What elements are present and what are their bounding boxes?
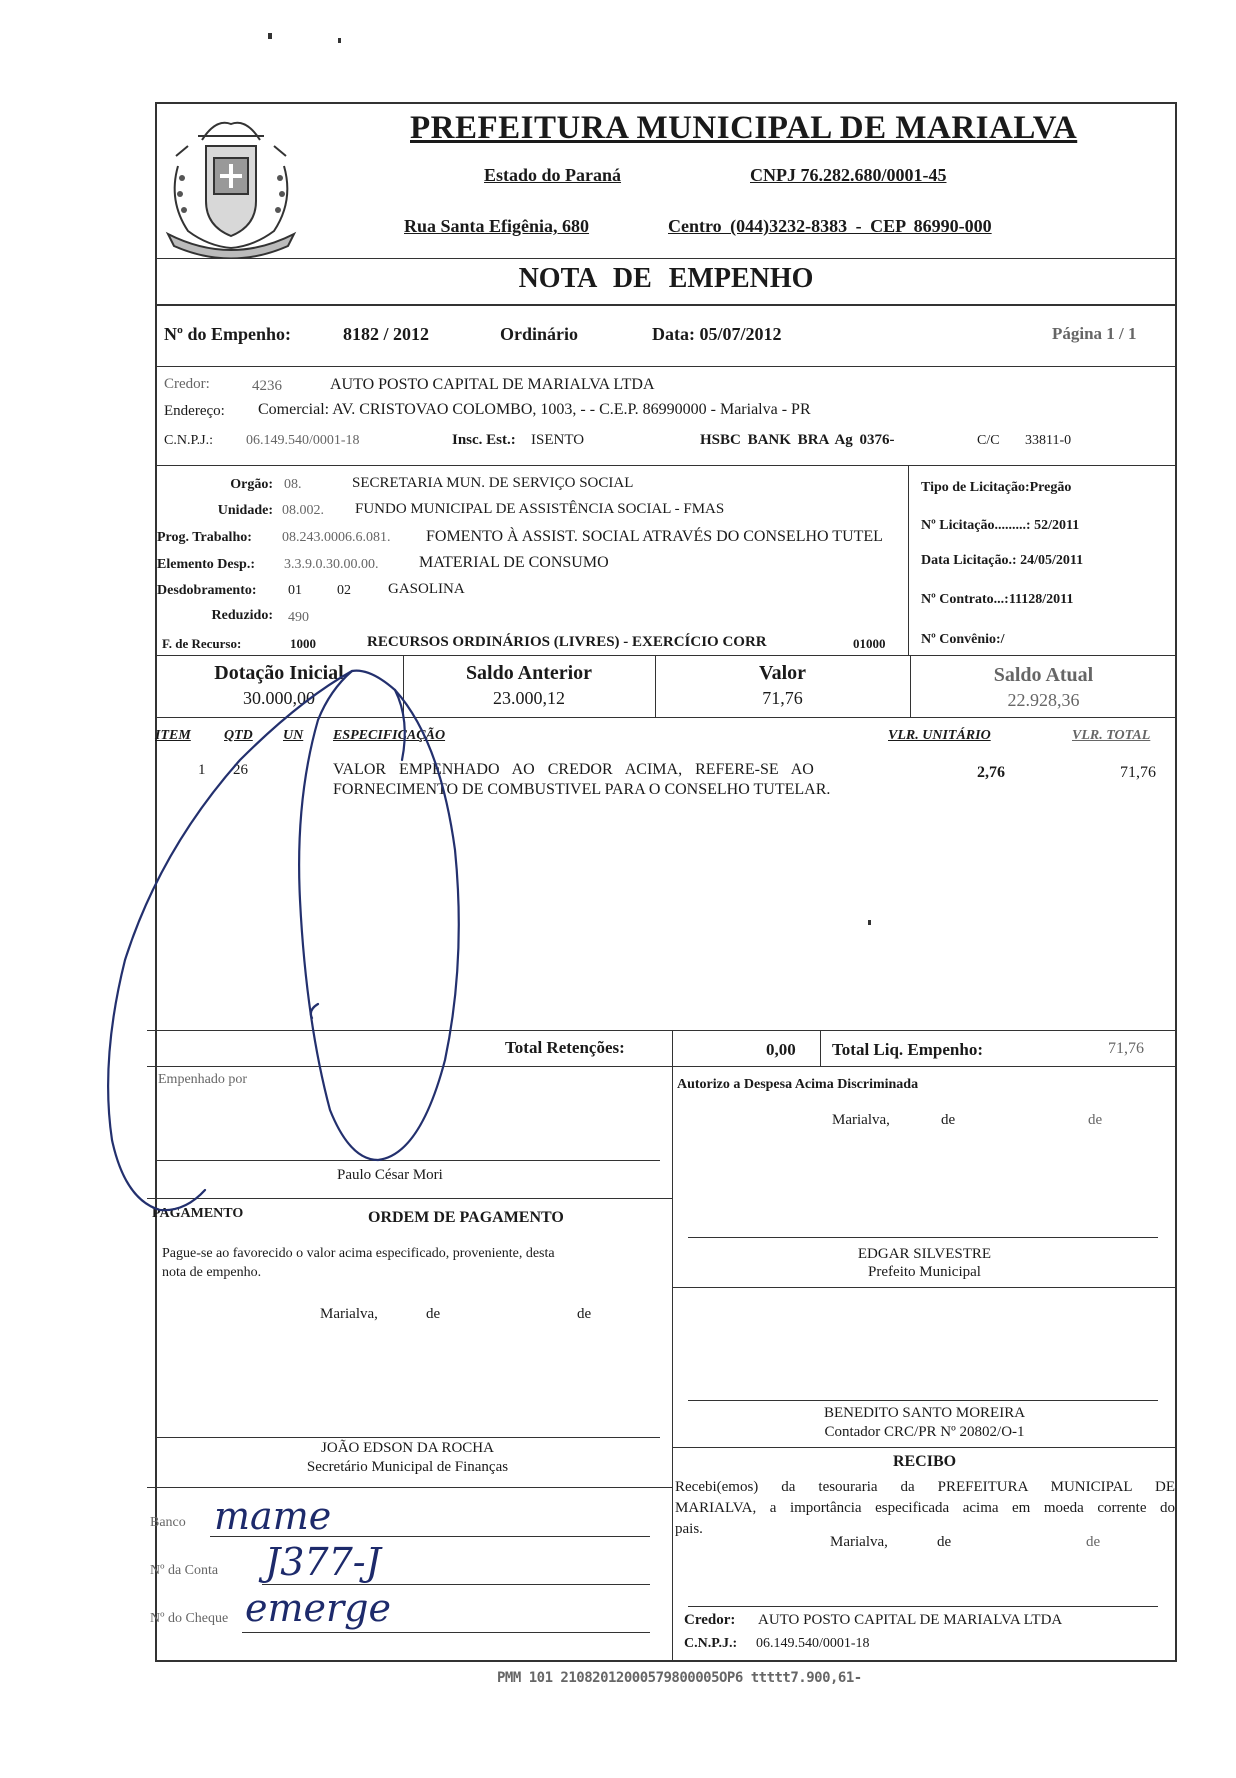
scan-speck: [868, 920, 871, 925]
address-label: Rua Santa Efigênia, 680: [404, 216, 590, 236]
prog-label: Prog. Trabalho:: [157, 530, 252, 545]
fonte-label: F. de Recurso:: [162, 636, 242, 651]
elemento-name: MATERIAL DE CONSUMO: [419, 554, 609, 571]
col-un: UN: [283, 728, 304, 743]
cc-label: C/C: [977, 433, 1000, 448]
reduzido-value: 490: [288, 610, 309, 625]
saldo-anterior-label: Saldo Anterior: [465, 662, 593, 684]
numero-convenio: Nº Convênio:/: [921, 632, 1005, 647]
autorizo-label: Autorizo a Despesa Acima Discriminada: [677, 1077, 919, 1092]
saldo-atual-value: 22.928,36: [1007, 690, 1080, 710]
orgao-name: SECRETARIA MUN. DE SERVIÇO SOCIAL: [352, 475, 634, 491]
recibo-de-2: de: [1086, 1534, 1101, 1550]
doc-title: NOTA DE EMPENHO: [518, 263, 814, 294]
desdobramento-code-a: 01: [288, 583, 302, 598]
total-liquido-value: 71,76: [1108, 1040, 1144, 1057]
item-number: 1: [198, 762, 206, 778]
fonte-name: RECURSOS ORDINÁRIOS (LIVRES) - EXERCÍCIO CORR: [367, 634, 767, 650]
fonte-code: 1000: [290, 636, 316, 651]
total-retencoes-label: Total Retenções:: [505, 1038, 625, 1057]
numero-contrato: Nº Contrato...:11128/2011: [921, 592, 1074, 607]
pague-se-line-2: nota de empenho.: [162, 1265, 262, 1280]
bank-info: HSBC BANK BRA Ag 0376-: [700, 432, 895, 448]
saldo-atual-label: Saldo Atual: [993, 664, 1094, 686]
insc-label: Insc. Est.:: [452, 432, 516, 448]
cheque-label: Nº do Cheque: [150, 1611, 229, 1626]
col-item: ITEM: [155, 728, 191, 743]
recibo-de-1: de: [937, 1534, 952, 1550]
recibo-line-1: Recebi(emos) da tesouraria da PREFEITURA MUNICIPAL DE: [675, 1479, 1175, 1495]
desdobramento-name: GASOLINA: [388, 581, 465, 597]
valor-label: Valor: [758, 662, 807, 684]
col-qtd: QTD: [224, 728, 253, 743]
contador-nome: BENEDITO SANTO MOREIRA: [823, 1405, 1026, 1421]
scan-speck: [268, 33, 272, 39]
col-vlr-unitario: VLR. UNITÁRIO: [888, 728, 991, 743]
recibo-cnpj-value: 06.149.540/0001-18: [756, 1636, 870, 1651]
orgao-code: 08.: [284, 477, 302, 492]
ordem-de-2: de: [577, 1306, 592, 1322]
ordem-pagamento-label: ORDEM DE PAGAMENTO: [368, 1209, 564, 1226]
item-spec-line-1: VALOR EMPENHADO AO CREDOR ACIMA, REFERE-SE AO: [333, 761, 814, 778]
tipo-licitacao: Tipo de Licitação:Pregão: [921, 480, 1072, 495]
cheque-handwriting: emerge: [245, 1586, 391, 1630]
insc-value: ISENTO: [531, 432, 585, 448]
conta-label: Nº da Conta: [150, 1563, 219, 1578]
col-vlr-total: VLR. TOTAL: [1072, 728, 1151, 743]
prefeitura-title: PREFEITURA MUNICIPAL DE MARIALVA: [410, 110, 1078, 146]
empenho-type: Ordinário: [500, 324, 579, 344]
empenhado-por-label: Empenhado por: [158, 1072, 248, 1087]
endereco-label: Endereço:: [164, 403, 225, 419]
empenho-date: Data: 05/07/2012: [652, 324, 782, 344]
total-liquido-label: Total Liq. Empenho:: [832, 1040, 983, 1059]
valor-value: 71,76: [762, 688, 803, 708]
empenho-number: 8182 / 2012: [343, 324, 430, 344]
page-number: Página 1 / 1: [1052, 324, 1137, 343]
credor-cnpj: 06.149.540/0001-18: [246, 433, 360, 448]
data-licitacao: Data Licitação.: 24/05/2011: [921, 553, 1084, 568]
elemento-code: 3.3.9.0.30.00.00.: [284, 557, 379, 572]
autorizo-de-1: de: [941, 1112, 956, 1128]
col-especificacao: ESPECIFICAÇÃO: [333, 728, 446, 743]
address-contact-label: Centro (044)3232-8383 - CEP 86990-000: [668, 216, 992, 236]
state-label: Estado do Paraná: [484, 165, 622, 185]
autorizo-marialva: Marialva,: [832, 1112, 890, 1128]
ordem-marialva: Marialva,: [320, 1306, 378, 1322]
prog-code: 08.243.0006.6.081.: [282, 530, 391, 545]
empenhado-por-nome: Paulo César Mori: [337, 1167, 443, 1183]
banco-handwriting: mame: [214, 1494, 332, 1538]
dotacao-inicial-value: 30.000,00: [243, 688, 315, 708]
coat-of-arms-icon: [158, 106, 304, 258]
unidade-name: FUNDO MUNICIPAL DE ASSISTÊNCIA SOCIAL - FMAS: [355, 501, 725, 517]
item-qtd: 26: [233, 762, 248, 778]
autorizo-de-2: de: [1088, 1112, 1103, 1128]
credor-cnpj-label: C.N.P.J.:: [164, 433, 214, 448]
contador-cargo: Contador CRC/PR Nº 20802/O-1: [824, 1424, 1025, 1440]
recibo-line-3: pais.: [675, 1521, 703, 1537]
ordem-de-1: de: [426, 1306, 441, 1322]
recibo-credor-name: AUTO POSTO CAPITAL DE MARIALVA LTDA: [758, 1612, 1063, 1628]
credor-label: Credor:: [164, 376, 210, 392]
cnpj-label: CNPJ 76.282.680/0001-45: [750, 165, 947, 185]
conta-handwriting: J377-J: [265, 1540, 381, 1584]
recibo-title: RECIBO: [892, 1453, 957, 1470]
numero-licitacao: Nº Licitação.........: 52/2011: [921, 518, 1080, 533]
recibo-cnpj-label: C.N.P.J.:: [684, 1636, 738, 1651]
credor-address: Comercial: AV. CRISTOVAO COLOMBO, 1003, - - C.E.P. 86990000 - Marialva - PR: [258, 401, 811, 418]
scan-speck: [338, 38, 341, 43]
desdobramento-code-b: 02: [337, 583, 351, 598]
cc-value: 33811-0: [1025, 433, 1072, 448]
unidade-code: 08.002.: [282, 503, 324, 518]
prog-name: FOMENTO À ASSIST. SOCIAL ATRAVÉS DO CONSELHO TUTEL: [426, 528, 883, 545]
prefeito-nome: EDGAR SILVESTRE: [857, 1246, 992, 1262]
recibo-marialva: Marialva,: [830, 1534, 888, 1550]
secretario-cargo: Secretário Municipal de Finanças: [306, 1459, 509, 1475]
footer-code: PMM 101 21082012000579800005OP6 ttttt7.900,61-: [497, 1670, 862, 1686]
empenho-number-label: Nº do Empenho:: [164, 324, 291, 344]
fonte-number: 01000: [853, 636, 886, 651]
banco-label: Banco: [150, 1515, 186, 1530]
dotacao-inicial-label: Dotação Inicial: [214, 662, 344, 684]
item-unit-price: 2,76: [977, 764, 1005, 781]
saldo-anterior-value: 23.000,12: [493, 688, 565, 708]
credor-name: AUTO POSTO CAPITAL DE MARIALVA LTDA: [330, 376, 655, 393]
total-retencoes-value: 0,00: [766, 1040, 796, 1059]
reduzido-label: Reduzido:: [211, 608, 273, 623]
pague-se-line-1: Pague-se ao favorecido o valor acima especificado, proveniente, desta: [162, 1246, 555, 1261]
desdobramento-label: Desdobramento:: [157, 583, 257, 598]
elemento-label: Elemento Desp.:: [157, 557, 255, 572]
item-spec-line-2: FORNECIMENTO DE COMBUSTIVEL PARA O CONSELHO TUTELAR.: [333, 781, 831, 798]
recibo-line-2: MARIALVA, a importância especificada acima em moeda corrente do: [675, 1500, 1175, 1516]
prefeito-cargo: Prefeito Municipal: [868, 1264, 981, 1280]
recibo-credor-label: Credor:: [684, 1612, 736, 1628]
unidade-label: Unidade:: [217, 503, 273, 518]
pagamento-label: PAGAMENTO: [152, 1206, 244, 1221]
credor-code: 4236: [252, 378, 282, 394]
item-total-price: 71,76: [1120, 764, 1156, 781]
secretario-nome: JOÃO EDSON DA ROCHA: [321, 1440, 494, 1456]
orgao-label: Orgão:: [230, 477, 273, 492]
